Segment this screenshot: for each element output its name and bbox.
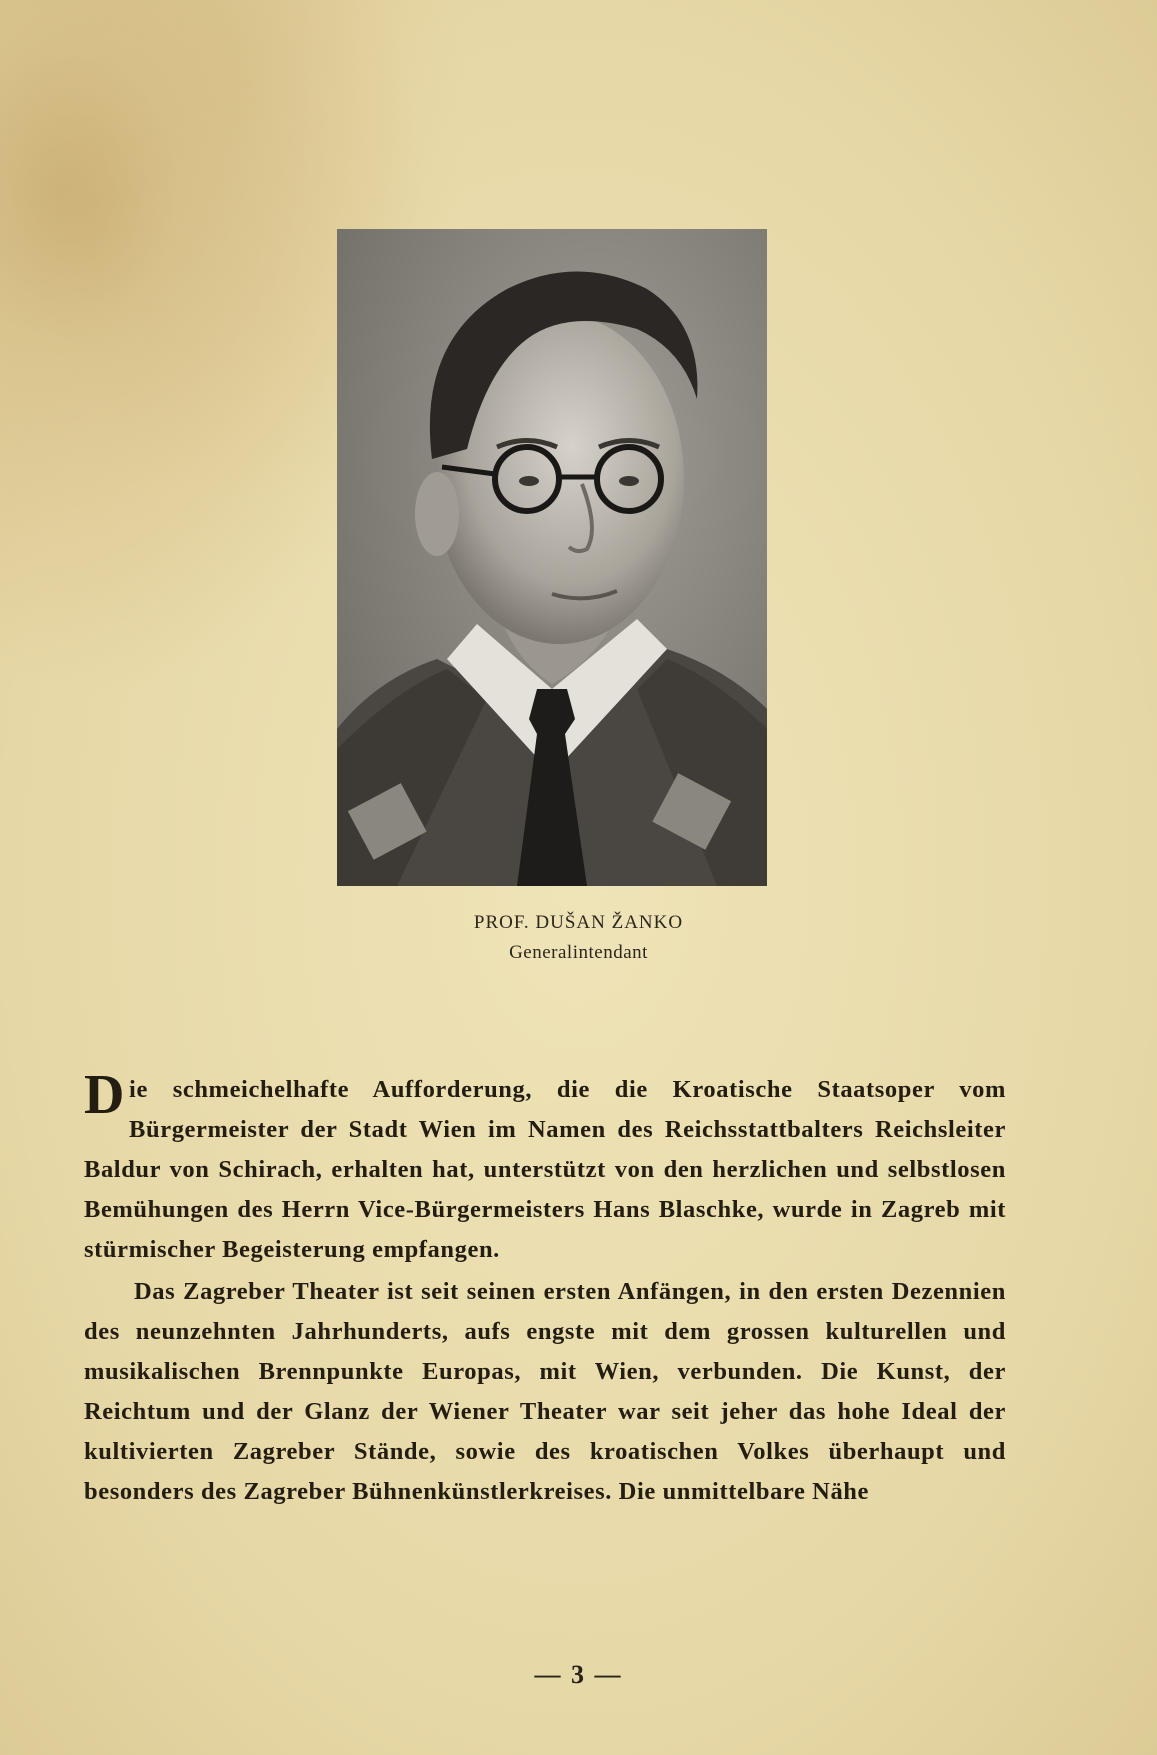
- paragraph-1: [84, 1064, 1006, 1270]
- caption-name: PROF. DUŠAN ŽANKO: [473, 912, 684, 933]
- caption-role: Generalintendant: [509, 942, 648, 963]
- portrait-illustration: [337, 229, 767, 886]
- paper-stain: [0, 40, 180, 340]
- portrait-photo: [337, 229, 767, 886]
- paragraph-2: Das Zagreber Theater ist seit seinen ersten Anfängen, in den ersten Dezennien des neunzehnten Jahrhunderts, aufs engste mit dem grossen kulturellen und musikalischen Brennpunkte Europas, mit Wien, verbunden. Die Kunst, der Reichtum und der Glanz der Wiener Theater war seit jeher das hohe Ideal der kultivierten Zagreber Stände, sowie des kroatischen Volkes überhaupt und besonders des Zagreber Bühnenkünstlerkreises. Die unmittelbare Nähe: [84, 1278, 1006, 1505]
- page-number: — 3 —: [534, 1660, 623, 1689]
- paragraph-1-text: ie schmeichelhafte Aufforderung, die die Kroatische Staatsoper vom Bürgermeister der Stadt Wien im Namen des Reichsstattbalters Reichsleiter Baldur von Schirach, erhalten hat, unterstützt von den herzlichen und selbstlosen Bemühungen des Herrn Vice-Bürgermeisters Hans Blaschke, wurde in Zagreb mit stürmischer Begeisterung empfangen.: [84, 1076, 1006, 1263]
- drop-cap: D: [84, 1064, 126, 1126]
- body-text: [84, 1064, 1006, 1512]
